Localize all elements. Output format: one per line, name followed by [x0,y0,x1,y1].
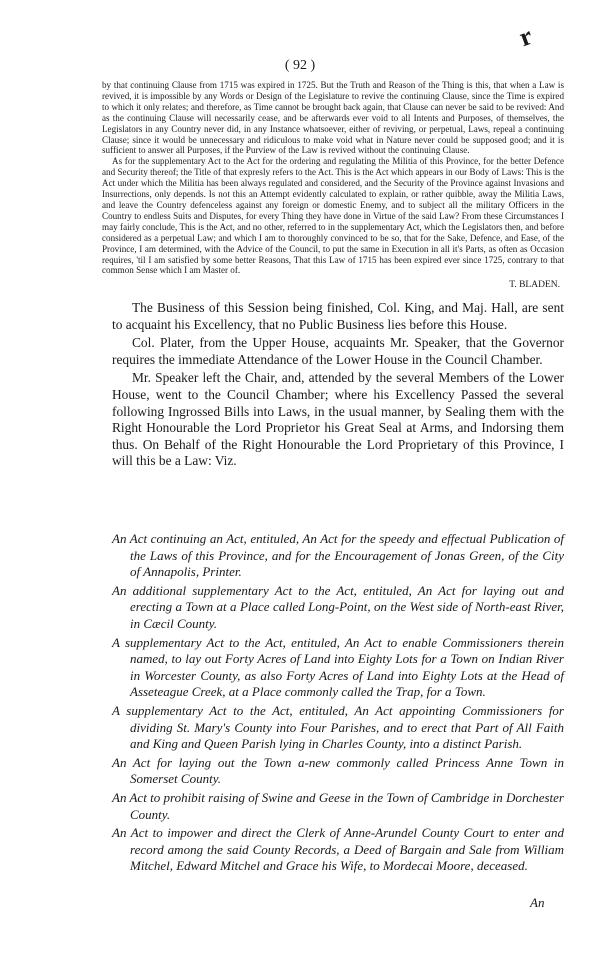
signature: T. BLADEN. [509,280,560,290]
act-item: A supplementary Act to the Act, entituled, An Act appointing Commissioners for dividing St. Mary's County into Four Parishes, and to erect that Part of All Faith and King and Queen Parish lying in Charles County, into a distinct Parish. [112,702,564,752]
corner-mark: r [515,20,536,53]
main-paragraph: The Business of this Session being finished, Col. King, and Maj. Hall, are sent to acquaint his Excellency, that no Public Business lies before this House. [112,300,564,332]
acts-list [112,531,564,877]
session-proceedings [112,300,564,472]
catchword: An [530,895,545,910]
act-item: A supplementary Act to the Act, entituled, An Act to enable Commissioners therein named, to lay out Forty Acres of Land into Eighty Lots for a Town on Indian River in Worcester County, as also Forty Acres of Land into Eighty Lots at the Head of Asseteague Creek, at a Place commonly called the Trap, for a Town. [112,634,564,700]
act-item: An Act to prohibit raising of Swine and Geese in the Town of Cambridge in Dorchester County. [112,789,564,822]
main-paragraph: Col. Plater, from the Upper House, acquaints Mr. Speaker, that the Governor requires the immediate Attendance of the Lower House in the Council Chamber. [112,335,564,367]
act-item: An Act to impower and direct the Clerk of Anne-Arundel County Court to enter and record among the said County Records, a Deed of Bargain and Sale from William Mitchel, Edward Mitchel and Grace his Wife, to Mordecai Moore, deceased. [112,825,564,874]
governor-message-text [102,80,564,276]
act-item: An Act continuing an Act, entituled, An Act for the speedy and effectual Publication of the Laws of this Province, and for the Encouragement of Jonas Green, of the City of Annapolis, Printer. [112,531,564,580]
small-paragraph: by that continuing Clause from 1715 was expired in 1725. But the Truth and Reason of the Thing is this, that when a Law is revived, it is impossible by any Words or Design of the Legislature to revive the continuing Clause, since the Time is expired to which it only relates; and therefore, as Time cannot be brought back again, that Clause can never be said to be revived: And as the continuing Clause will necessarily cease, and be afterwards ever void to all Intents and Purposes, of themselves, the Legislators in any Country never did, in any Instance whatsoever, either of reviving, or perpetual, Laws, repeal a continuing Clause; since it would be unnecessary and ridiculous to make void what in Nature never could be supposed good; and it is sufficient to answer all Purposes, if the Purview of the Law is revived without the continuing Clause. [102,80,564,156]
main-paragraph: Mr. Speaker left the Chair, and, attended by the several Members of the Lower House, went to the Council Chamber; where his Excellency Passed the several following Ingrossed Bills into Laws, in the usual manner, by Sealing them with the Right Honourable the Lord Proprietor his Great Seal at Arms, and Indorsing them thus. On Behalf of the Right Honourable the Lord Proprietary of this Province, I will this be a Law: Viz. [112,370,564,469]
page-number: ( 92 ) [284,58,316,73]
act-item: An additional supplementary Act to the Act, entituled, An Act for laying out and erecting a Town at a Place called Long-Point, on the West side of North-east River, in Cæcil County. [112,582,564,631]
small-paragraph: As for the supplementary Act to the Act for the ordering and regulating the Militia of this Province, for the better Defence and Security thereof; the Title of that expresly refers to the Act. This is the Act which appears in our Body of Laws: This is the Act under which the Militia has been always regulated and considered, and the Security of the Province against Invasions and Insurrections, only depends. Is not this an Attempt evidently calculated to explain, or rather quibble, away the Militia Laws, and leave the Country defenceless against any foreign or domestic Enemy, and to subject all the military Officers in the Country to endless Suits and Disputes, for every Thing they have done in Virtue of the said Law? From these Circumstances I may fairly conclude, This is the Act, and no other, referred to in the supplementary Act, which the Legislators then, and before considered as a perpetual Law; and which I am to thoroughly convinced to be so, that for the Sake, Defence, and Ease, of the Province, I am determined, with the Advice of the Council, to put the same in Execution in all it's Parts, as often as Occasion requires, 'til I am satisfied by some better Reasons, That this Law of 1715 has been expired ever since 1725, contrary to that common Sense which I am Master of. [102,156,564,276]
act-item: An Act for laying out the Town a-new commonly called Princess Anne Town in Somerset County. [112,754,564,787]
